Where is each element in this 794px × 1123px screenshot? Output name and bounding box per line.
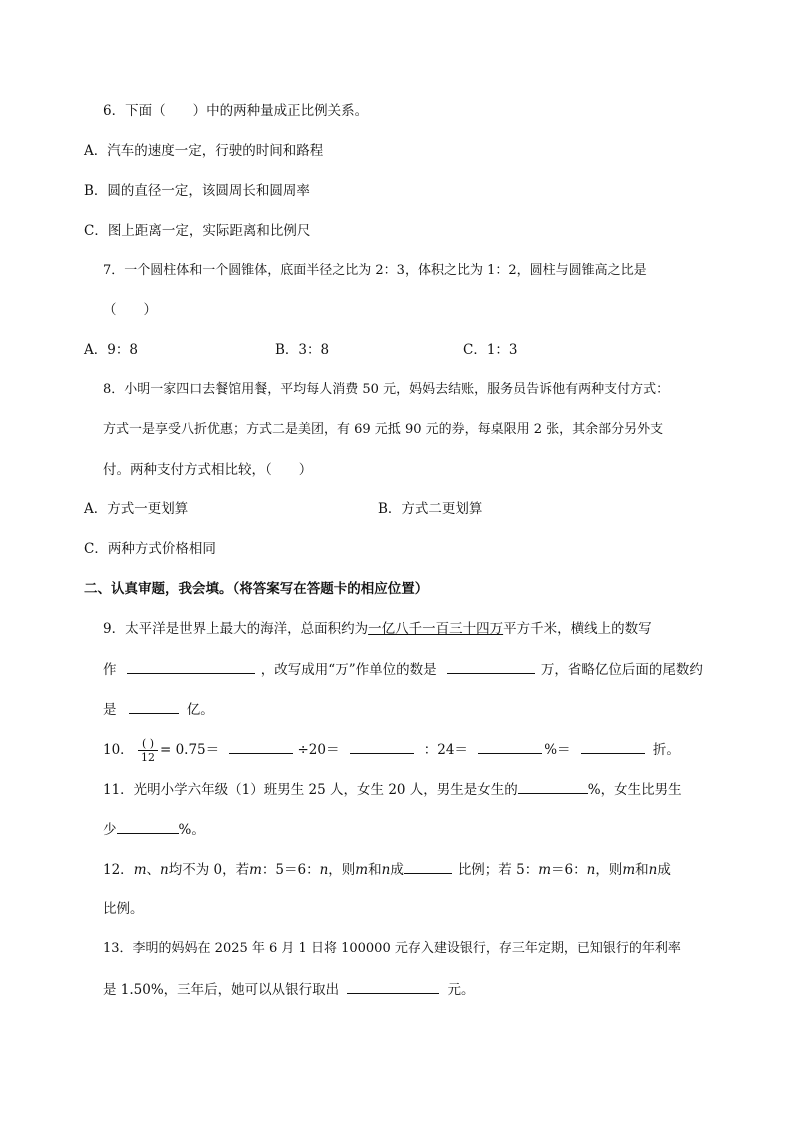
section-2-heading: 二、认真审题，我会填。（将答案写在答题卡的相应位置）: [84, 581, 429, 597]
var-n: n: [381, 862, 391, 878]
q9-line2: [103, 659, 703, 680]
q9-text-f: 是: [103, 702, 117, 718]
q7-answer-paren: （ ）: [103, 302, 157, 318]
q13-text-a: 是 1.50%，三年后，她可以从银行取出: [103, 982, 340, 998]
var-n: n: [160, 862, 169, 878]
q9-blank-2[interactable]: [447, 659, 535, 674]
q12-number: 12．: [103, 862, 134, 878]
q9-line1: [103, 619, 652, 639]
q10-div: ÷20＝: [297, 742, 340, 758]
q11-line2: [103, 819, 205, 840]
q8-option-c: C．两种方式价格相同: [84, 541, 216, 557]
q12-blank-1[interactable]: [404, 859, 452, 874]
q11-text-c: 少: [103, 822, 117, 838]
q12-line1: [103, 859, 671, 880]
q9-underlined-number: 一亿八千一百三十四万: [368, 621, 504, 637]
q10-fraction: [138, 737, 158, 764]
q6-option-c: C．图上距离一定，实际距离和比例尺: [84, 223, 311, 239]
q10-number: 10．: [103, 742, 134, 758]
q6-stem: 6．下面（ ）中的两种量成正比例关系。: [103, 103, 369, 119]
var-m: m: [538, 862, 552, 878]
q6-option-a: A．汽车的速度一定，行驶的时间和路程: [84, 143, 324, 159]
q12-text: 、: [146, 862, 160, 878]
q11-text-d: %。: [178, 822, 205, 838]
q10-blank-1[interactable]: [229, 739, 293, 754]
q10-ratio: ：24＝: [423, 742, 468, 758]
var-n: n: [319, 862, 329, 878]
q12-text: ，则: [328, 862, 356, 878]
q9-blank-3[interactable]: [129, 699, 179, 714]
q8-option-a: A．方式一更划算: [84, 501, 189, 517]
q10-blank-4[interactable]: [581, 739, 645, 754]
q13-line2: [103, 979, 474, 1000]
q10-pct: %＝: [544, 742, 571, 758]
q12-text: ＝6：: [551, 862, 587, 878]
q10-line: [103, 737, 680, 764]
q9-line3: [103, 699, 214, 720]
q8-stem-line3: 付。两种支付方式相比较，（ ）: [103, 462, 313, 478]
q11-text-b: %，女生比男生: [587, 782, 682, 798]
q12-text: 和: [368, 862, 382, 878]
q11-blank-2[interactable]: [117, 819, 179, 834]
q13-line1: 13．李明的妈妈在 2025 年 6 月 1 日将 100000 元存入建设银行，存三年定期，已知银行的年利率: [103, 941, 681, 956]
q9-text-a: 9．太平洋是世界上最大的海洋，总面积约为: [103, 621, 369, 637]
q7-option-b: B．3：8: [275, 342, 330, 358]
var-n: n: [648, 862, 658, 878]
q9-text-c: 作: [103, 662, 117, 678]
q12-text: ：5＝6：: [261, 862, 320, 878]
var-m: m: [249, 862, 262, 878]
q9-text-b: 平方千米，横线上的数写: [503, 621, 652, 637]
q10-fraction-denominator: 12: [140, 751, 155, 764]
q8-stem-line2: 方式一是享受八折优惠；方式二是美团，有 69 元抵 90 元的券，每桌限用 2 张，其余部分另外支: [103, 422, 664, 437]
q7-option-c: C．1：3: [463, 342, 518, 358]
q10-fraction-numerator[interactable]: ( ): [138, 737, 158, 751]
q13-text-b: 元。: [447, 982, 475, 998]
q12-text: ，则: [595, 862, 623, 878]
q12-line2: 比例。: [103, 901, 144, 917]
q9-text-d: ，改写成用“万”作单位的数是: [260, 662, 437, 678]
q13-blank[interactable]: [347, 979, 439, 994]
q9-text-g: 亿。: [186, 702, 214, 718]
q7-option-a: A．9：8: [84, 342, 138, 358]
q12-text: 比例；若 5：: [457, 862, 539, 878]
q11-blank-1[interactable]: [518, 779, 588, 794]
q8-option-b: B．方式二更划算: [378, 501, 483, 517]
var-m: m: [622, 862, 636, 878]
q10-eq1: = 0.75＝: [159, 742, 220, 758]
q12-text: 成: [657, 862, 671, 878]
q9-blank-1[interactable]: [127, 659, 255, 674]
q12-text: 和: [635, 862, 649, 878]
var-m: m: [133, 862, 147, 878]
q12-text: 均不为 0，若: [168, 862, 250, 878]
q8-stem-line1: 8．小明一家四口去餐馆用餐，平均每人消费 50 元，妈妈去结账，服务员告诉他有两种支付方式：: [103, 382, 670, 397]
q12-text: 成: [390, 862, 404, 878]
q10-blank-2[interactable]: [350, 739, 414, 754]
q11-text-a: 11．光明小学六年级（1）班男生 25 人，女生 20 人，男生是女生的: [103, 782, 518, 798]
q10-zhe: 折。: [652, 742, 680, 758]
var-n: n: [586, 862, 596, 878]
q9-text-e: 万，省略亿位后面的尾数约: [540, 662, 703, 678]
q7-stem: 7．一个圆柱体和一个圆锥体，底面半径之比为 2：3，体积之比为 1：2，圆柱与圆锥高之比是: [103, 263, 647, 278]
var-m: m: [355, 862, 369, 878]
q10-blank-3[interactable]: [478, 739, 542, 754]
q6-option-b: B．圆的直径一定，该圆周长和圆周率: [84, 183, 310, 199]
q11-line1: [103, 779, 682, 800]
